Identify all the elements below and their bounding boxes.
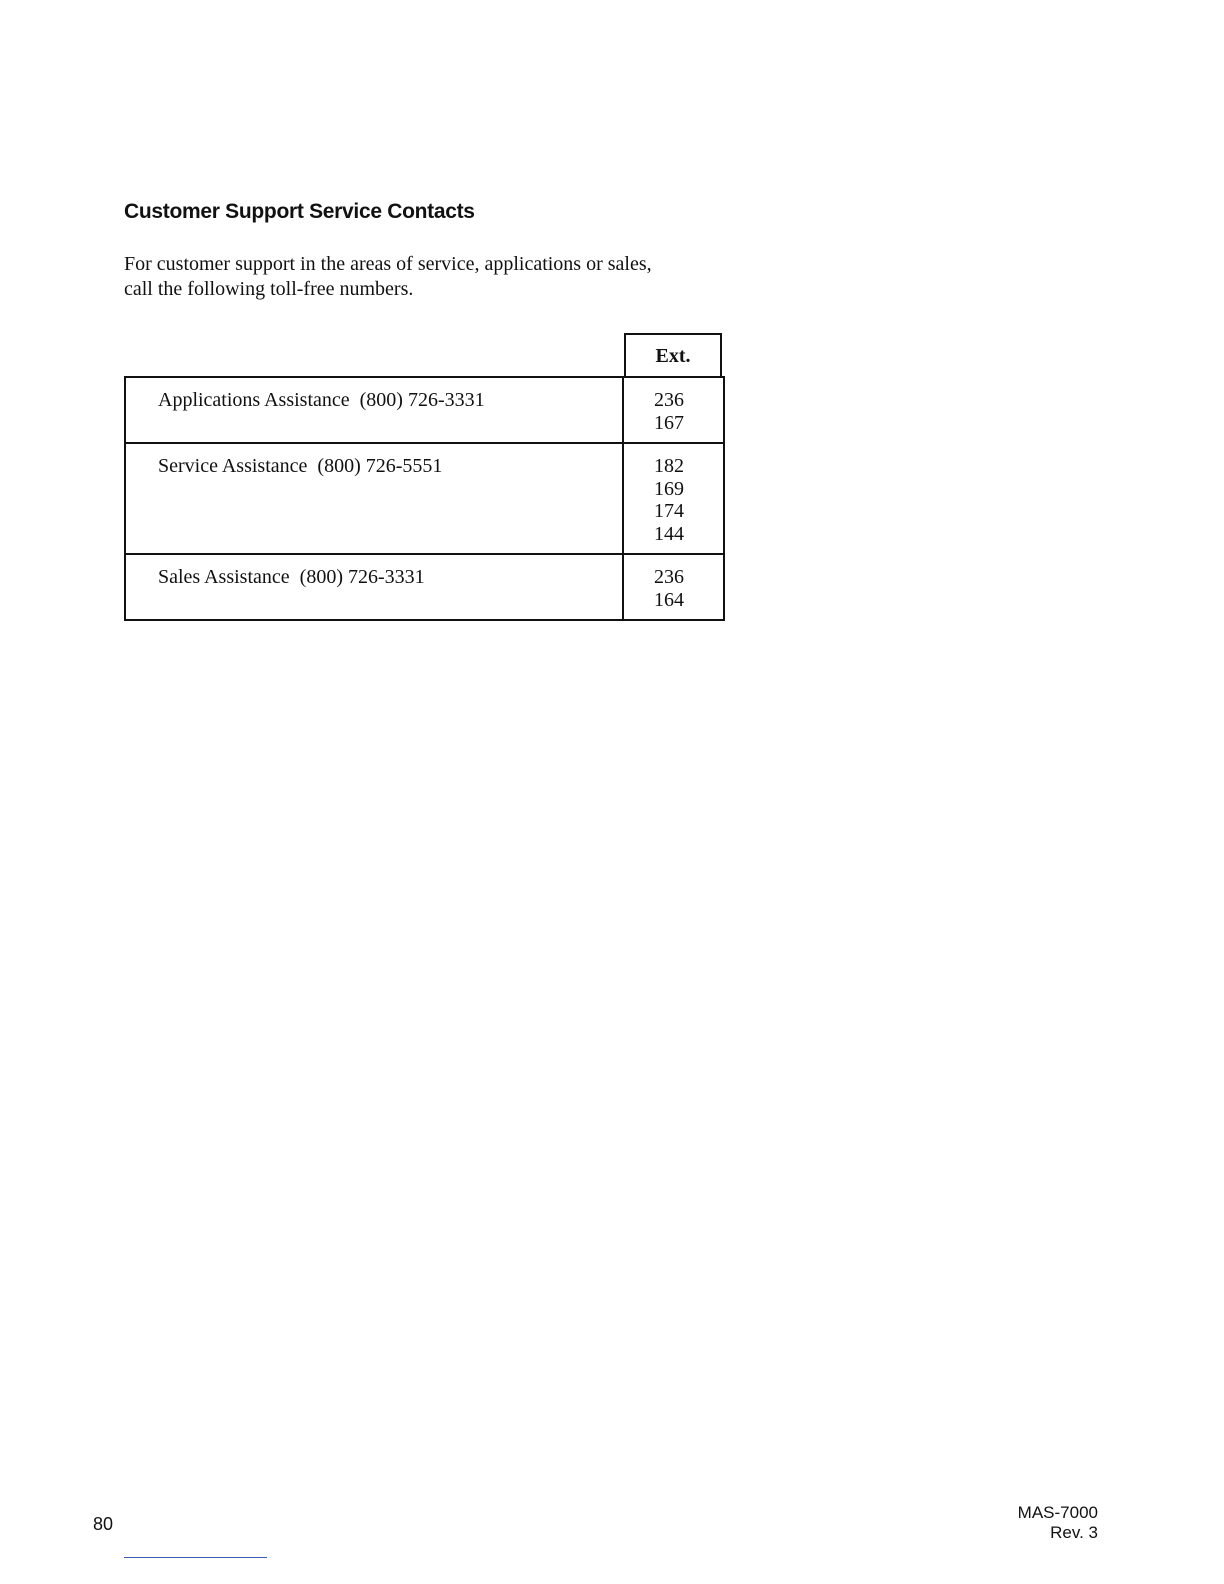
extension-list: [624, 555, 723, 619]
extension: 164: [654, 588, 684, 611]
extension: 169: [654, 477, 684, 500]
extension-list: [624, 444, 723, 553]
document-revision: Rev. 3: [1050, 1523, 1098, 1542]
table-row-service: [126, 442, 723, 553]
intro-paragraph: [124, 252, 764, 302]
contact-phone: (800) 726-3331: [299, 566, 425, 588]
extension: 167: [654, 411, 684, 434]
extension: 182: [654, 455, 684, 477]
contact-label: [126, 555, 624, 619]
contact-label: [126, 378, 624, 442]
extension: 174: [654, 500, 684, 522]
table-row-sales: [126, 553, 723, 619]
page-heading: Customer Support Service Contacts: [124, 200, 475, 223]
footer-rule: [124, 1557, 267, 1558]
extension: 236: [654, 566, 684, 588]
contact-label: [126, 444, 624, 553]
ext-column-header: Ext.: [624, 333, 722, 377]
contacts-table: [124, 376, 725, 621]
contact-name: Sales Assistance: [158, 566, 290, 588]
page-number: 80: [93, 1514, 114, 1534]
intro-line-1: For customer support in the areas of service, applications or sales,: [124, 253, 652, 275]
extension: 236: [654, 389, 684, 411]
contact-name: Applications Assistance: [158, 389, 350, 411]
intro-line-2: call the following toll-free numbers.: [124, 278, 414, 300]
contact-name: Service Assistance: [158, 455, 308, 477]
document-id: [1018, 1503, 1098, 1543]
table-row-applications: [126, 378, 723, 442]
extension-list: [624, 378, 723, 442]
extension: 144: [654, 522, 684, 545]
contact-phone: (800) 726-5551: [317, 455, 443, 477]
contact-phone: (800) 726-3331: [359, 389, 485, 411]
document-code: MAS-7000: [1017, 1503, 1098, 1522]
